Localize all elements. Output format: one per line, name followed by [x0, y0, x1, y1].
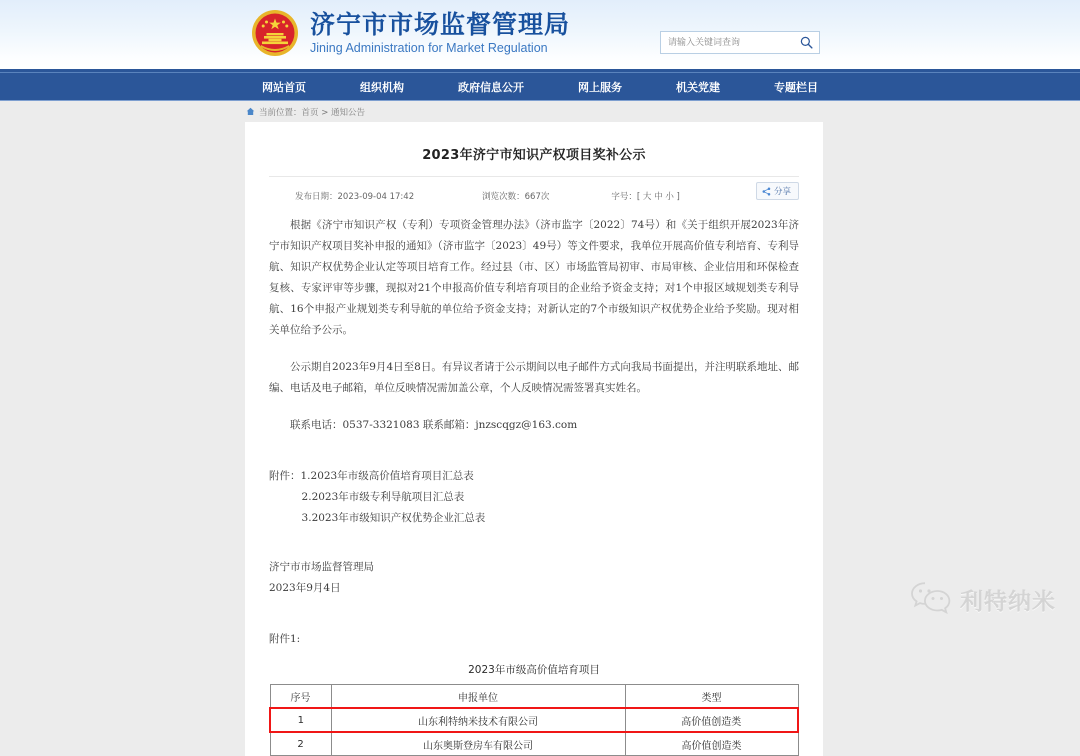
site-title-cn: 济宁市市场监督管理局 — [310, 9, 571, 39]
article-paragraph-2: 公示期自2023年9月4日至8日。有异议者请于公示期间以电子邮件方式向我局书面提出，并注明联系地址、邮编、电话及电子邮箱，单位反映情况需加盖公章，个人反映情况需签署真实姓名。 — [269, 361, 799, 394]
table-header-unit: 申报单位 — [331, 685, 625, 709]
site-search[interactable] — [660, 31, 820, 54]
share-label: 分享 — [773, 187, 791, 197]
share-button[interactable] — [756, 182, 799, 200]
view-count — [482, 190, 549, 202]
brand-text — [310, 9, 571, 55]
table-row[interactable] — [270, 708, 798, 732]
nav-item-online[interactable]: 网上服务 — [578, 80, 622, 94]
document-signature — [269, 557, 799, 599]
site-header — [0, 0, 1080, 72]
publish-date-label: 发布日期： — [295, 192, 338, 202]
view-count-value: 667次 — [524, 192, 550, 202]
attachment-item-3[interactable]: 3.2023年市级知识产权优势企业汇总表 — [301, 512, 486, 524]
share-icon — [762, 187, 771, 196]
search-icon — [800, 36, 813, 49]
content-wrapper — [240, 122, 840, 756]
nav-item-home[interactable]: 网站首页 — [262, 80, 306, 94]
article-body — [269, 207, 799, 650]
attachment-item-2[interactable]: 2.2023年市级专利导航项目汇总表 — [301, 491, 465, 503]
nav-item-gov-info[interactable]: 政府信息公开 — [458, 80, 524, 94]
font-size-options[interactable]: [ 大 中 小 ] — [636, 192, 680, 202]
table-cell-no: 2 — [270, 732, 331, 756]
header-inner — [240, 0, 840, 69]
wechat-icon — [910, 580, 952, 619]
article-meta — [269, 176, 799, 207]
watermark-text: 利特纳米 — [960, 589, 1056, 615]
article-paragraph-1: 根据《济宁市知识产权（专利）专项资金管理办法》（济市监字〔2022〕74号）和《关于组织开展2023年济宁市知识产权项目奖补申报的通知》（济市监字〔2023〕49号）等文件要求，我单位开展高价值专利培育、专利导航、知识产权优势企业认定等项目培育工作。经过县（市、区）市场监管局初审、市局审核、企业信用和环保检查复核、专家评审等步骤，现拟对21个申报高价值专利培育项目的企业给予资金支持；对1个申报区域规划类专利导航、16个申报产业规划类专利导航的单位给予资金支持；对新认定的7个市级知识产权优势企业给予奖励。现对相关单位给予公示。 — [269, 219, 799, 336]
home-icon — [246, 107, 255, 116]
table-header-no: 序号 — [270, 685, 331, 709]
article-contact-line: 联系电话：0537-3321083 联系邮箱：jnzscqgz@163.com — [290, 419, 578, 431]
table-caption: 2023年市级高价值培育项目 — [468, 664, 600, 676]
article-card — [245, 122, 823, 756]
attachment-item-1[interactable]: 附件：1.2023年市级高价值培育项目汇总表 — [269, 470, 474, 482]
font-size-label: 字号： — [611, 192, 637, 202]
main-navigation — [0, 72, 1080, 101]
breadcrumb — [240, 101, 840, 122]
font-size-control — [611, 190, 679, 202]
table-row[interactable] — [270, 732, 798, 756]
table-cell-unit: 山东利特纳米技术有限公司 — [331, 708, 625, 732]
page-title: 2023年济宁市知识产权项目奖补公示 — [422, 148, 646, 163]
nav-item-party[interactable]: 机关党建 — [676, 80, 720, 94]
publish-date-value: 2023-09-04 17:42 — [337, 192, 415, 202]
table-cell-unit: 山东奥斯登房车有限公司 — [331, 732, 625, 756]
signature-org: 济宁市市场监督管理局 — [269, 561, 374, 573]
award-table — [269, 684, 799, 756]
table-header-type: 类型 — [625, 685, 798, 709]
table-cell-no: 1 — [270, 708, 331, 732]
site-brand[interactable] — [249, 7, 570, 59]
signature-date: 2023年9月4日 — [269, 582, 341, 594]
table-cell-type: 高价值创造类 — [625, 732, 798, 756]
publish-date — [295, 190, 414, 202]
view-count-label: 浏览次数： — [482, 192, 525, 202]
site-title-en: Jining Administration for Market Regulation — [310, 40, 548, 55]
national-emblem-icon — [249, 7, 301, 59]
attachment-section-label: 附件1: — [269, 633, 301, 645]
search-input[interactable] — [661, 32, 793, 53]
table-cell-type: 高价值创造类 — [625, 708, 798, 732]
watermark — [910, 580, 1056, 619]
search-button[interactable] — [793, 32, 819, 53]
nav-items — [240, 73, 840, 100]
breadcrumb-text[interactable]: 当前位置：首页 > 通知公告 — [259, 107, 366, 118]
nav-item-org[interactable]: 组织机构 — [360, 80, 404, 94]
table-header-row — [270, 685, 798, 709]
nav-item-topics[interactable]: 专题栏目 — [774, 80, 818, 94]
attachment-list — [269, 466, 799, 529]
